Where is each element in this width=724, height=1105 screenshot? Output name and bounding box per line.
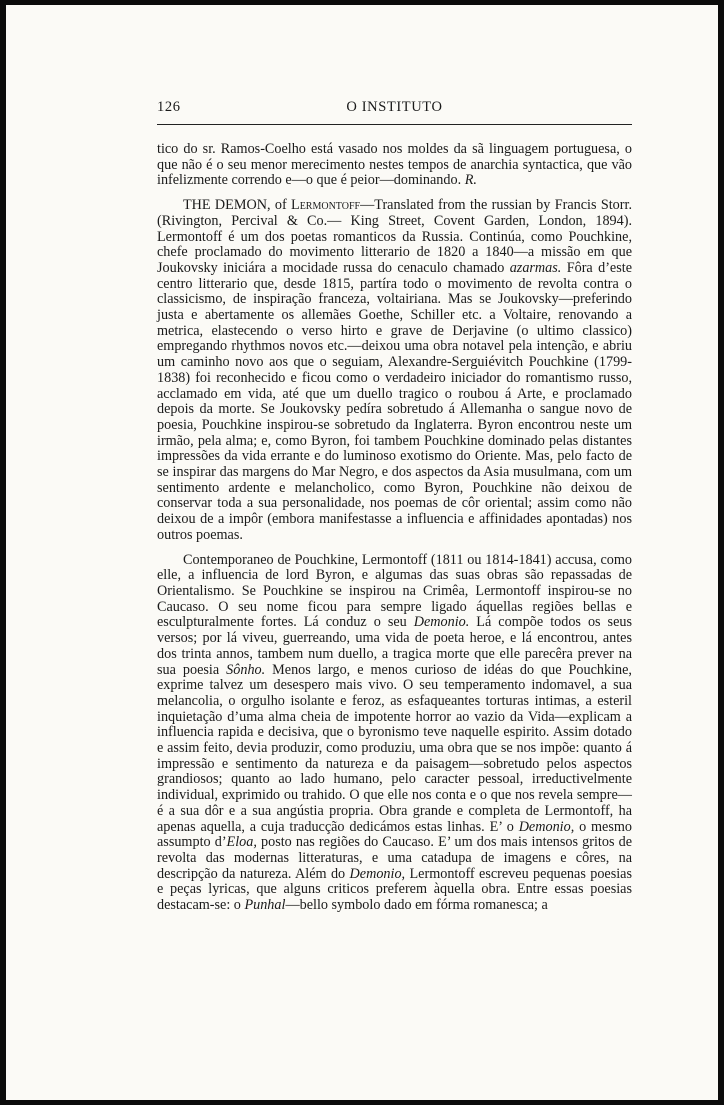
text-run: THE DEMON, of bbox=[183, 197, 292, 214]
text-run: posto nas regiões do Caucaso. E’ um dos mais intensos gritos de revolta das modernas litteraturas, e uma catadupa de imagens e côres, na descripção da natureza. Além do bbox=[157, 834, 632, 882]
book-page bbox=[6, 5, 718, 1100]
page-number: 126 bbox=[157, 99, 181, 115]
text-run: o mesmo assumpto d’ bbox=[157, 818, 633, 851]
text-run: Lermontoff escreveu pequenas poesias e peças lyricas, que alguns criticos preferem àquella obra. Entre essas poesias destacam-se: o bbox=[157, 865, 632, 914]
running-title: O INSTITUTO bbox=[346, 99, 443, 115]
page-body bbox=[157, 142, 632, 914]
text-run: —Translated from the russian by Francis Storr. (Rivington, Percival & Co.— King Street, Covent Garden, London, 1894). Lermontoff é um dos poetas romanticos da Russia. Continúa, como Pouchkine, chefe proclamado do movimento litterario de 1820 a 1840—a missão em que Joukovsky iniciára a mocidade russa do cenaculo chamado bbox=[157, 197, 632, 276]
italic-text: Sônho. bbox=[226, 661, 266, 678]
text-run: Lá compõe todos os seus versos; por lá viveu, guerreando, uma vida de poeta heroe, e lá encontrou, antes dos trinta annos, tambem num duello, a tragica morte que elle parecêra prever na sua poesia bbox=[157, 614, 632, 678]
paragraph bbox=[157, 142, 632, 189]
italic-text: Demonio, bbox=[518, 818, 575, 835]
italic-text: Punhal bbox=[244, 897, 286, 914]
text-run: Fôra d’este centro litterario que, desde 1815, partíra todo o movimento de revolta contra o classicismo, de inspiração franceza, voltairiana. Mas se Joukovsky—preferindo justa e abertamente os allemães Goethe, Schiller etc. a Voltaire, renovando a metrica, elastecendo o verso hirto e grave de Derjavine (o ultimo classico) empregando rhythmos novos etc.—deixou uma obra notavel pela intenção, e abriu um caminho novo aos que o seguiam, Alexandre-Serguiévitch Pouchkine (1799-1838) foi reconhecido e ficou como o verdadeiro iniciador do romantismo russo, acclamado em vida, até que um duello tragico o roubou á Arte, e proclamado depois da morte. Se Joukovsky pedíra sobretudo á Allemanha o sangue novo de poesia, Pouchkine inspirou-se sobretudo da Inglaterra. Byron encontrou neste um irmão, pela alma; e, como Byron, foi tambem Pouchkine dominado pelas distantes impressões da vida errante e do luminoso exotismo do Oriente. Mas, pelo facto de se inspirar das margens do Mar Negro, e dos aspectos da Asia musulmana, com um sentimento ardente e melancholico, como Byron, Pouchkine não deixou de conservar toda a sua personalidade, nos poemas de côr oriental; assim como não deixou de a impôr (embora manifestasse a influencia e affinidades apontadas) nos outros poemas. bbox=[157, 259, 632, 543]
small-caps-text: Lermontoff bbox=[291, 197, 361, 214]
header-rule bbox=[157, 124, 632, 125]
paragraph bbox=[157, 553, 632, 914]
paragraph bbox=[157, 198, 632, 543]
italic-text: R. bbox=[464, 172, 477, 189]
text-run: —bello symbolo dado em fórma romanesca; a bbox=[285, 897, 548, 914]
italic-text: azarmas. bbox=[509, 259, 562, 276]
italic-text: Eloa, bbox=[226, 834, 257, 851]
text-run: tico do sr. Ramos-Coelho está vasado nos moldes da sã linguagem portuguesa, o que não é o seu menor merecimento nestes tempos de anarchia syntactica, que vão infelizmente correndo e—o que é peior—dominando. bbox=[157, 141, 632, 189]
italic-text: Demonio. bbox=[413, 614, 470, 631]
italic-text: Demonio, bbox=[349, 865, 406, 882]
text-run: Contemporaneo de Pouchkine, Lermontoff (1811 ou 1814-1841) accusa, como elle, a influencia de lord Byron, e algumas das suas obras são repassadas de Orientalismo. Se Pouchkine se inspirou na Crimêa, Lermontoff inspirou-se no Caucaso. O seu nome ficou para sempre ligado áquellas regiões bellas e esculpturalmente fortes. Lá conduz o seu bbox=[157, 551, 632, 631]
text-run: Menos largo, e menos curioso de idéas do que Pouchkine, exprime talvez um desespero mais vivo. O seu temperamento indomavel, a sua melancolia, o orgulho isolante e feroz, as esfaqueantes torturas intimas, a esteril inquietação d’uma alma cheia de impotente horror ao vazio da Vida—explicam a influencia rapida e decisiva, que o byronismo teve naquelle espirito. Assim dotado e assim feito, devia produzir, como produziu, uma obra que se nos impõe: quanto á impressão e sentimento da natureza e da paisagem—sobretudo pelos aspectos grandiosos; quanto ao lado humano, pelo caracter pessoal, irreductivelmente individual, exprimido ou trahido. O que elle nos conta e o que nos revela sempre—é a sua dôr e a sua angústia propria. Obra grande e completa de Lermontoff, ha apenas aquella, a cuja traducção dedicámos estas linhas. E’ o bbox=[157, 661, 632, 835]
page-header bbox=[157, 99, 632, 123]
